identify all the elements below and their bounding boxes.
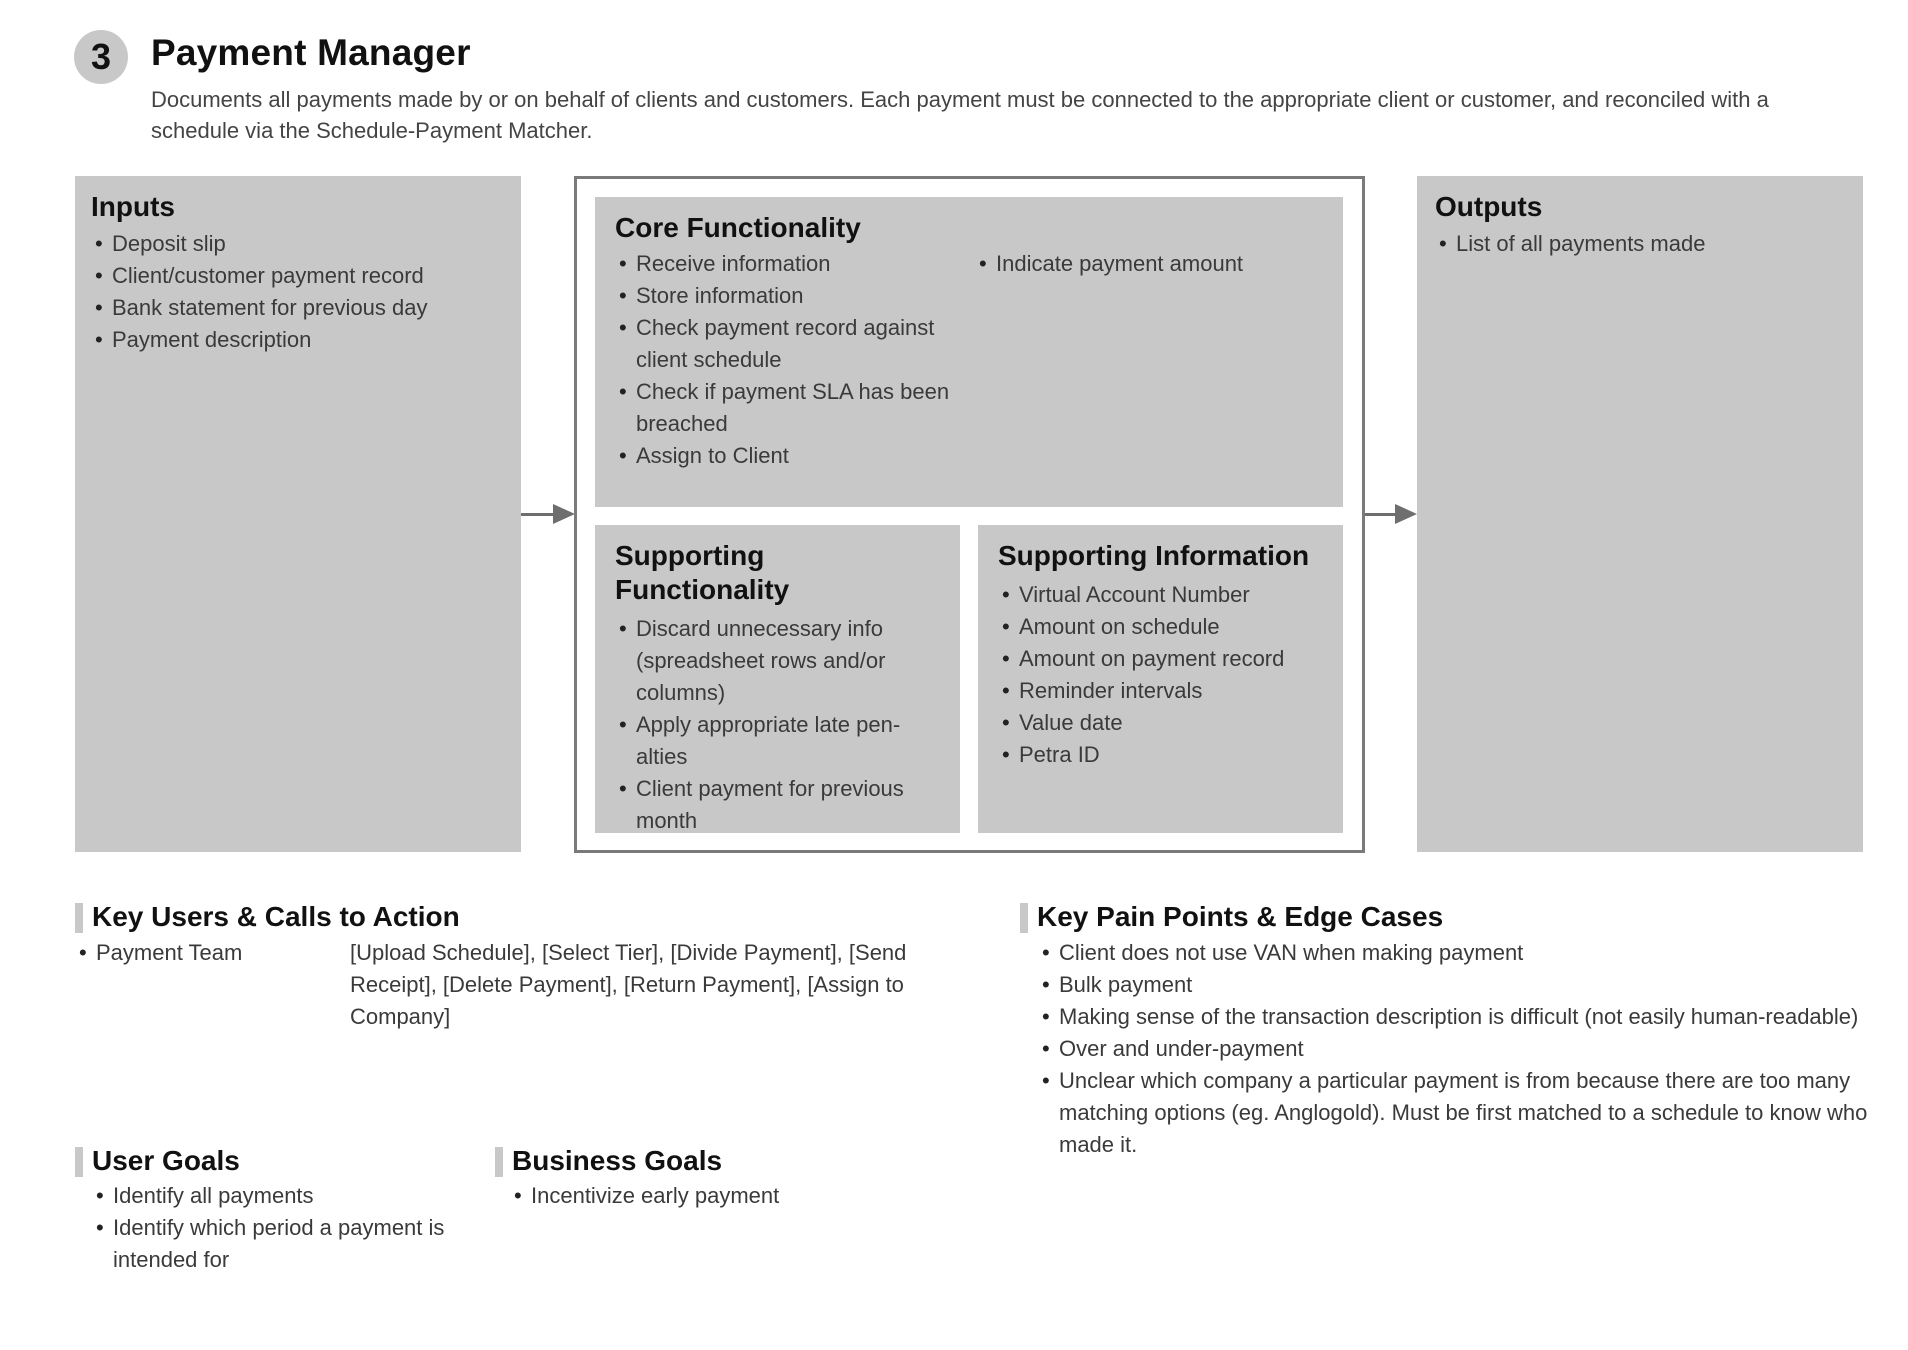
key-users-section-marker bbox=[75, 903, 83, 933]
core-functionality-list-left bbox=[615, 248, 960, 472]
list-item: • Client/customer payment record bbox=[91, 260, 505, 292]
core-functionality-panel bbox=[595, 197, 1343, 507]
supporting-functionality-list bbox=[615, 613, 940, 837]
list-item: • Check payment record against client schedule bbox=[615, 312, 960, 376]
list-item: • Identify all payments bbox=[92, 1180, 482, 1212]
inputs-list bbox=[91, 228, 505, 356]
business-goals-section-marker bbox=[495, 1147, 503, 1177]
list-item: • Client does not use VAN when making payment bbox=[1038, 937, 1868, 969]
core-functionality-title: Core Functionality bbox=[615, 212, 861, 243]
list-item: • Petra ID bbox=[998, 739, 1323, 771]
list-item: • Indicate payment amount bbox=[975, 248, 1315, 280]
list-item: • Amount on payment record bbox=[998, 643, 1323, 675]
user-goals-section-marker bbox=[75, 1147, 83, 1177]
inputs-panel bbox=[75, 176, 521, 852]
user-goals-list bbox=[92, 1180, 482, 1276]
list-item: • Store information bbox=[615, 280, 960, 312]
pain-points-title: Key Pain Points & Edge Cases bbox=[1037, 901, 1444, 932]
output-arrow-icon bbox=[1395, 504, 1417, 524]
outputs-panel bbox=[1417, 176, 1863, 852]
list-item: • Incentivize early payment bbox=[510, 1180, 910, 1212]
list-item: • List of all payments made bbox=[1435, 228, 1845, 260]
user-goals-title: User Goals bbox=[92, 1145, 240, 1176]
list-item: • Apply appropriate late pen-alties bbox=[615, 709, 940, 773]
list-item: • Check if payment SLA has been breached bbox=[615, 376, 960, 440]
supporting-functionality-title: Supporting Functionality bbox=[615, 540, 790, 605]
list-item: • Amount on schedule bbox=[998, 611, 1323, 643]
list-item: • Unclear which company a particular payment is from because there are too many matching options (eg. Anglogold). Must be first matched to a schedule to know who made it. bbox=[1038, 1065, 1868, 1161]
list-item: • Discard unnecessary info (spreadsheet rows and/or columns) bbox=[615, 613, 940, 709]
pain-points-section-marker bbox=[1020, 903, 1028, 933]
business-goals-title: Business Goals bbox=[512, 1145, 723, 1176]
page-description: Documents all payments made by or on behalf of clients and customers. Each payment must be connected to the appropriate client or customer, and reconciled with a schedule via the Schedule-Payment Matcher. bbox=[151, 87, 1769, 143]
business-goals-list bbox=[510, 1180, 910, 1212]
list-item: • Bulk payment bbox=[1038, 969, 1868, 1001]
key-user-name-list bbox=[75, 937, 305, 969]
key-user-name: • Payment Team bbox=[75, 937, 305, 969]
list-item: • Over and under-payment bbox=[1038, 1033, 1868, 1065]
list-item: • Client payment for previous month bbox=[615, 773, 940, 837]
list-item: • Bank statement for previous day bbox=[91, 292, 505, 324]
list-item: • Identify which period a payment is intended for bbox=[92, 1212, 482, 1276]
core-functionality-list-right bbox=[975, 248, 1315, 280]
list-item: • Value date bbox=[998, 707, 1323, 739]
key-user-calls-to-action: [Upload Schedule], [Select Tier], [Divide Payment], [Send Receipt], [Delete Payment], [Return Payment], [Assign to Company] bbox=[350, 940, 907, 1029]
list-item: • Receive information bbox=[615, 248, 960, 280]
supporting-information-title: Supporting Information bbox=[998, 540, 1310, 571]
input-arrow-line bbox=[521, 513, 555, 516]
supporting-information-list bbox=[998, 579, 1323, 771]
output-arrow-line bbox=[1365, 513, 1397, 516]
supporting-functionality-panel bbox=[595, 525, 960, 833]
list-item: • Deposit slip bbox=[91, 228, 505, 260]
list-item: • Making sense of the transaction description is difficult (not easily human-readable) bbox=[1038, 1001, 1868, 1033]
key-users-title: Key Users & Calls to Action bbox=[92, 901, 460, 932]
list-item: • Reminder intervals bbox=[998, 675, 1323, 707]
inputs-title: Inputs bbox=[91, 191, 175, 222]
list-item: • Assign to Client bbox=[615, 440, 960, 472]
pain-points-list bbox=[1038, 937, 1868, 1161]
input-arrow-icon bbox=[553, 504, 575, 524]
list-item: • Virtual Account Number bbox=[998, 579, 1323, 611]
step-number-badge: 3 bbox=[74, 30, 128, 84]
page-title: Payment Manager bbox=[151, 32, 471, 73]
outputs-title: Outputs bbox=[1435, 191, 1543, 222]
outputs-list bbox=[1435, 228, 1845, 260]
list-item: • Payment description bbox=[91, 324, 505, 356]
supporting-information-panel bbox=[978, 525, 1343, 833]
